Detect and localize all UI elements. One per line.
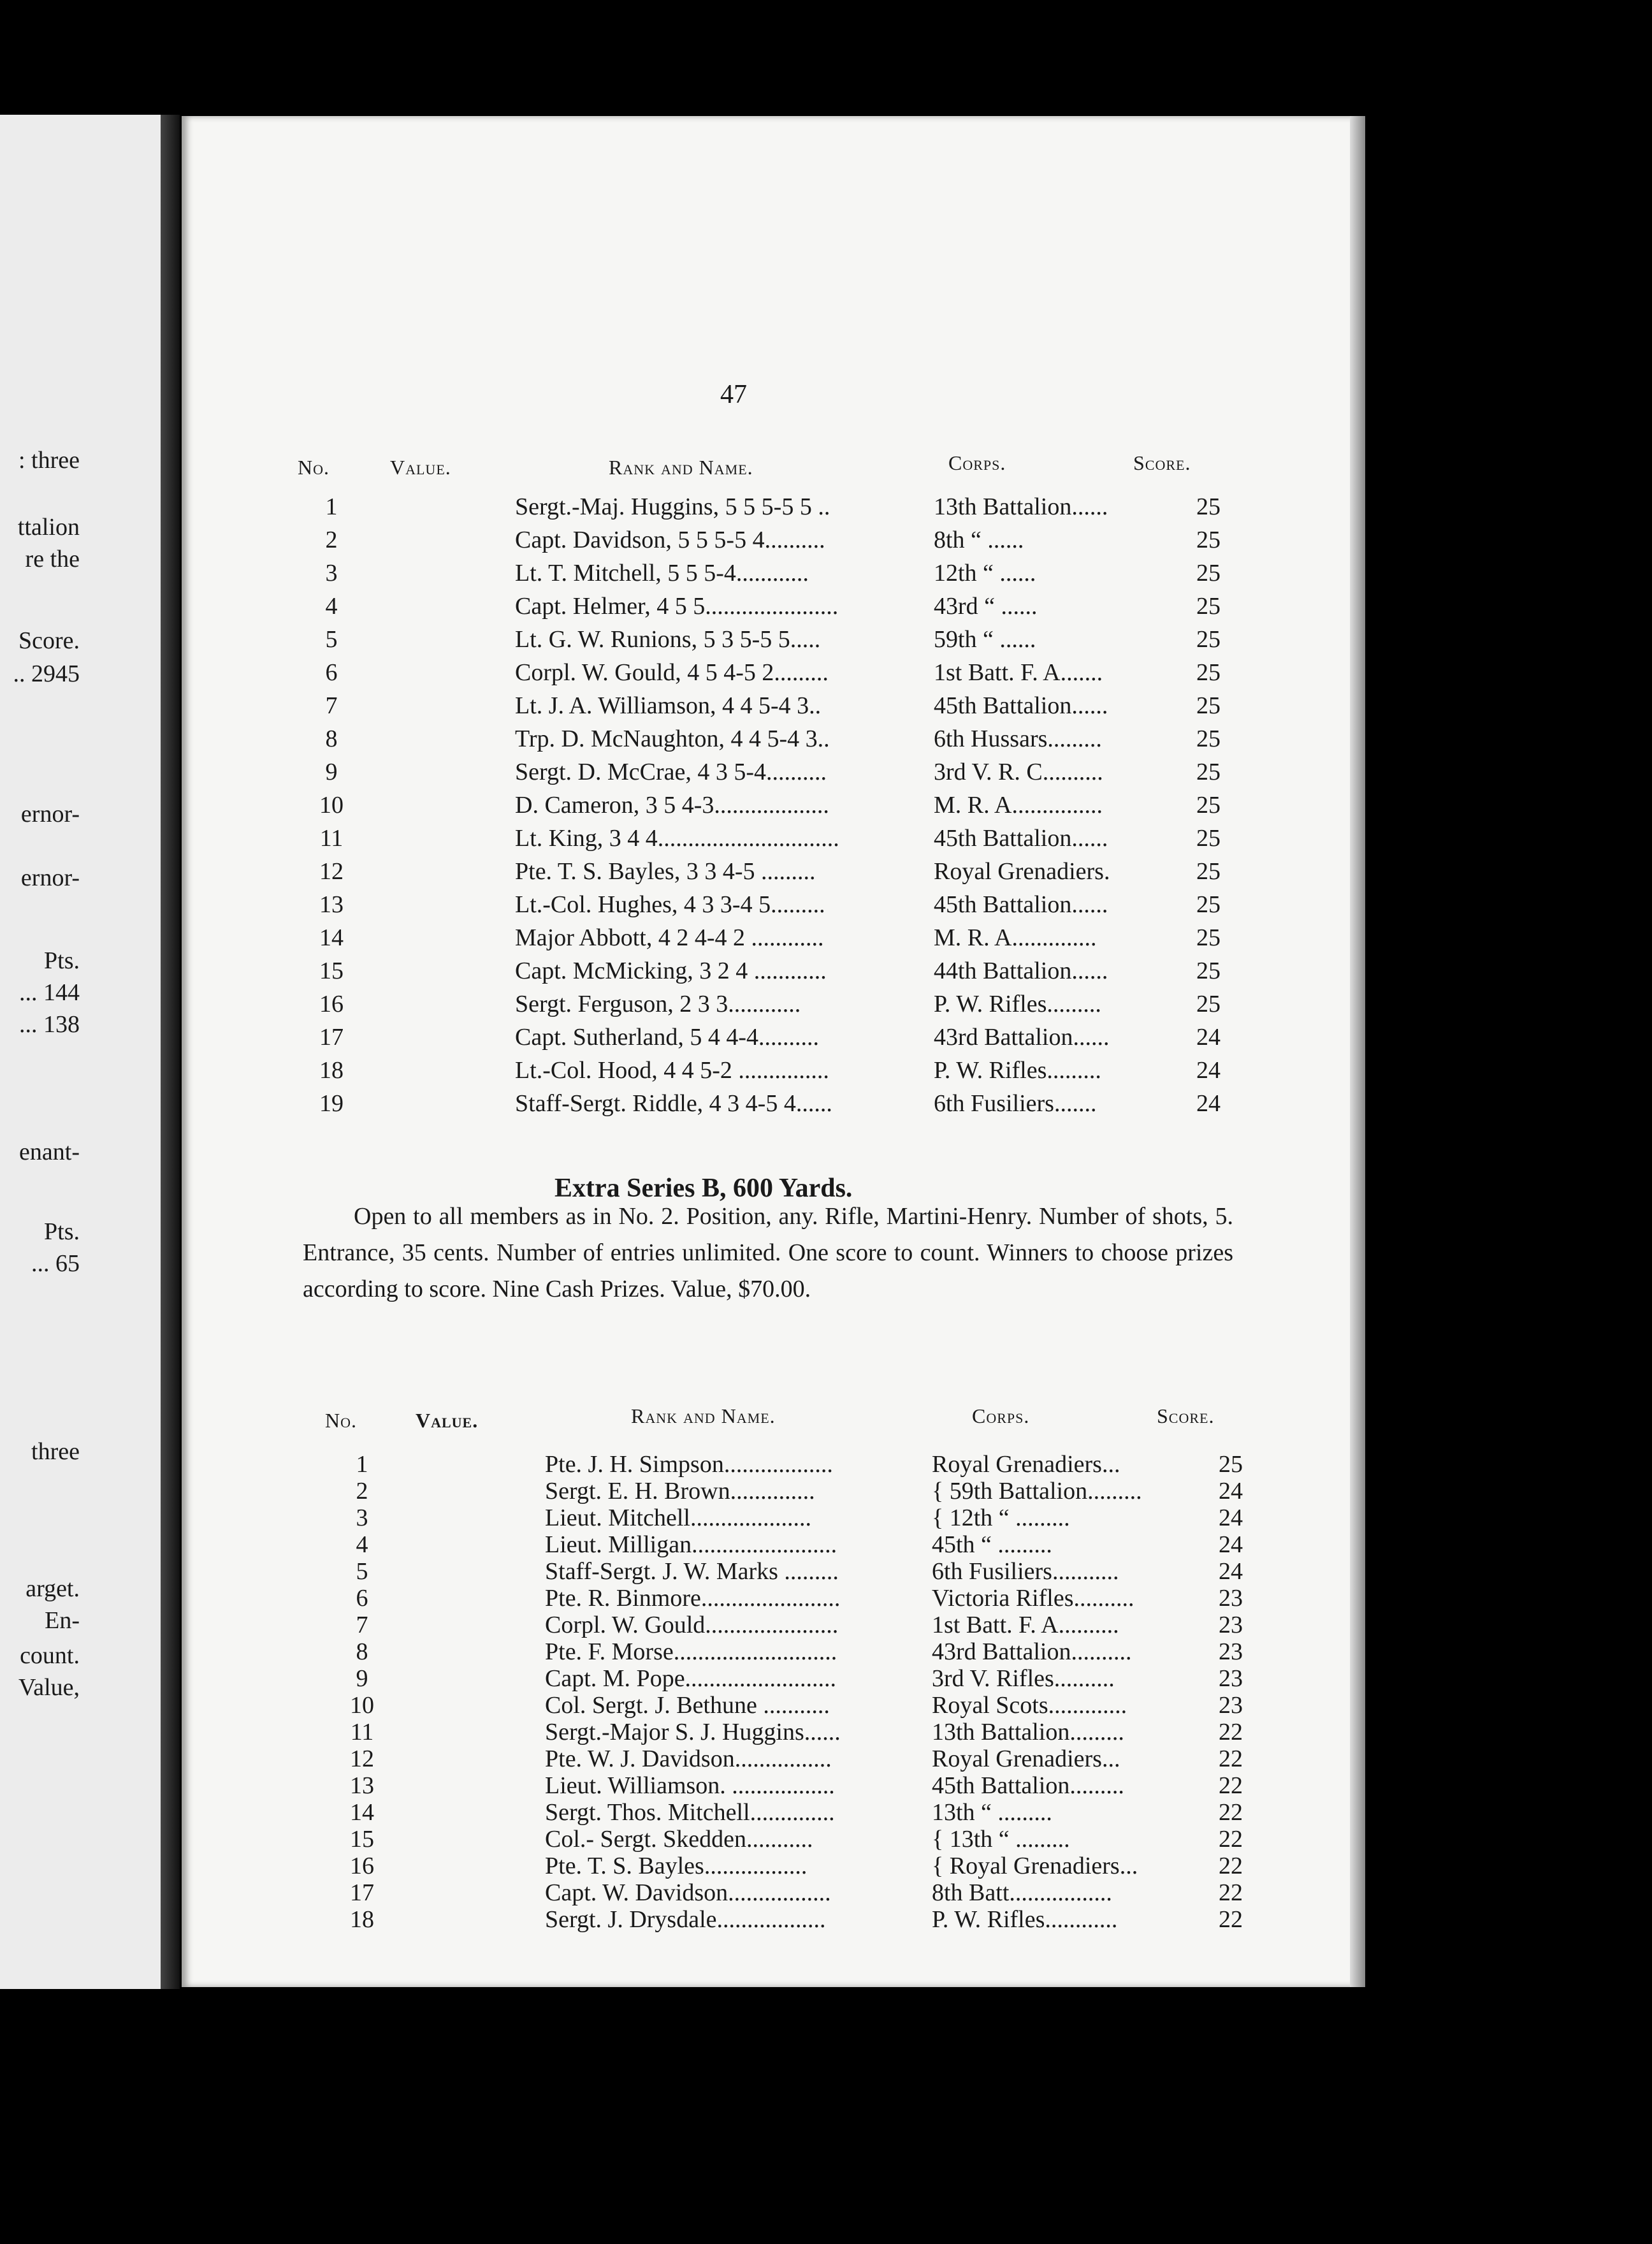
left-page-fragment: ... 138	[19, 1011, 80, 1038]
score: 25	[1196, 858, 1221, 885]
corps: 45th Battalion......	[934, 692, 1108, 719]
row-number: 1	[356, 1451, 368, 1478]
corps: { 59th Battalion.........	[932, 1478, 1142, 1504]
row-number: 14	[319, 924, 344, 951]
corps: 3rd V. Rifles..........	[932, 1665, 1115, 1692]
rank-and-name: Capt. McMicking, 3 2 4 ............	[515, 958, 827, 984]
left-page-fragment: ernor-	[20, 801, 80, 827]
score: 25	[1196, 991, 1221, 1017]
left-page-fragment: count.	[20, 1642, 80, 1669]
score: 25	[1196, 759, 1221, 785]
rank-and-name: Staff-Sergt. Riddle, 4 3 4-5 4......	[515, 1090, 832, 1117]
corps: P. W. Rifles.........	[934, 1057, 1101, 1084]
corps: P. W. Rifles............	[932, 1906, 1118, 1933]
score: 22	[1219, 1826, 1243, 1853]
table-row	[0, 692, 1275, 725]
corps: 6th Fusiliers.......	[934, 1090, 1097, 1117]
left-page-fragment: three	[31, 1438, 80, 1465]
row-number: 15	[350, 1826, 374, 1853]
table1-header-value: Value.	[390, 456, 451, 479]
row-number: 3	[356, 1504, 368, 1531]
score: 25	[1196, 958, 1221, 984]
table1-header-score: Score.	[1133, 451, 1191, 474]
score: 22	[1219, 1879, 1243, 1906]
score: 23	[1219, 1612, 1243, 1638]
row-number: 6	[356, 1585, 368, 1612]
corps: P. W. Rifles.........	[934, 991, 1101, 1017]
rank-and-name: Sergt. Thos. Mitchell..............	[545, 1799, 835, 1826]
score: 22	[1219, 1853, 1243, 1879]
table1-header-corps: Corps.	[948, 451, 1006, 474]
rank-and-name: D. Cameron, 3 5 4-3...................	[515, 792, 829, 819]
rank-and-name: Sergt.-Maj. Huggins, 5 5 5-5 5 ..	[515, 493, 830, 520]
table-row	[0, 758, 1275, 791]
table1-header-no: No.	[298, 456, 330, 479]
corps: 6th Fusiliers...........	[932, 1558, 1119, 1585]
score: 25	[1196, 493, 1221, 520]
table-row	[0, 1023, 1275, 1056]
rank-and-name: Capt. Davidson, 5 5 5-5 4..........	[515, 527, 825, 553]
corps: M. R. A..............	[934, 924, 1097, 951]
table2-header-value: Value.	[416, 1409, 479, 1432]
rank-and-name: Lt. J. A. Williamson, 4 4 5-4 3..	[515, 692, 822, 719]
table-row	[0, 725, 1275, 758]
left-page-fragment: : three	[18, 447, 80, 474]
corps: 13th “ .........	[932, 1799, 1052, 1826]
rank-and-name: Lieut. Williamson. .................	[545, 1772, 835, 1799]
rank-and-name: Pte. T. S. Bayles, 3 3 4-5 .........	[515, 858, 816, 885]
table-row	[0, 526, 1275, 559]
left-page-fragment: Score.	[18, 627, 80, 654]
score: 25	[1196, 527, 1221, 553]
rank-and-name: Sergt. E. H. Brown..............	[545, 1478, 815, 1504]
table2-header-corps: Corps.	[972, 1404, 1030, 1427]
score: 22	[1219, 1772, 1243, 1799]
corps: 45th Battalion......	[934, 825, 1108, 852]
row-number: 13	[319, 891, 344, 918]
table-row	[0, 891, 1275, 924]
rank-and-name: Lt. T. Mitchell, 5 5 5-4............	[515, 560, 809, 586]
row-number: 5	[325, 626, 338, 653]
row-number: 17	[350, 1879, 374, 1906]
corps: 59th “ ......	[934, 626, 1036, 653]
score: 25	[1196, 792, 1221, 819]
table2-header-score: Score.	[1157, 1404, 1215, 1427]
row-number: 17	[319, 1024, 344, 1051]
corps: 43rd Battalion..........	[932, 1638, 1132, 1665]
rank-and-name: Lt.-Col. Hood, 4 4 5-2 ...............	[515, 1057, 829, 1084]
rank-and-name: Lt.-Col. Hughes, 4 3 3-4 5.........	[515, 891, 825, 918]
row-number: 8	[356, 1638, 368, 1665]
corps: Royal Grenadiers...	[932, 1451, 1120, 1478]
rank-and-name: Lt. King, 3 4 4..............................	[515, 825, 839, 852]
row-number: 16	[319, 991, 344, 1017]
corps: 1st Batt. F. A.......	[934, 659, 1103, 686]
rank-and-name: Capt. Helmer, 4 5 5......................	[515, 593, 839, 620]
rank-and-name: Lieut. Milligan........................	[545, 1531, 837, 1558]
table-row	[0, 924, 1275, 957]
score: 25	[1196, 560, 1221, 586]
score: 24	[1219, 1504, 1243, 1531]
section-title: Extra Series B, 600 Yards.	[554, 1174, 853, 1203]
left-page-fragment: Pts.	[44, 947, 80, 974]
left-page-fragment: ... 144	[19, 979, 80, 1006]
score: 23	[1219, 1585, 1243, 1612]
left-page-fragment: ttalion	[17, 514, 80, 541]
table1-header-name: Rank and Name.	[609, 456, 753, 479]
table-row	[0, 559, 1275, 592]
row-number: 14	[350, 1799, 374, 1826]
row-number: 18	[350, 1906, 374, 1933]
rank-and-name: Sergt. D. McCrae, 4 3 5-4..........	[515, 759, 827, 785]
left-page-fragment: .. 2945	[13, 660, 80, 687]
left-page-fragment: En-	[45, 1607, 80, 1634]
rank-and-name: Sergt. J. Drysdale..................	[545, 1906, 826, 1933]
corps: 45th Battalion......	[934, 891, 1108, 918]
corps: 13th Battalion.........	[932, 1719, 1124, 1745]
rank-and-name: Pte. W. J. Davidson................	[545, 1745, 832, 1772]
rank-and-name: Lt. G. W. Runions, 5 3 5-5 5.....	[515, 626, 821, 653]
left-page-fragment: arget.	[25, 1575, 80, 1602]
score: 24	[1219, 1531, 1243, 1558]
rank-and-name: Lieut. Mitchell....................	[545, 1504, 811, 1531]
row-number: 10	[319, 792, 344, 819]
row-number: 6	[325, 659, 338, 686]
row-number: 9	[356, 1665, 368, 1692]
row-number: 1	[325, 493, 338, 520]
corps: Royal Grenadiers...	[932, 1745, 1120, 1772]
row-number: 2	[356, 1478, 368, 1504]
table-row	[0, 990, 1275, 1023]
corps: { 12th “ .........	[932, 1504, 1070, 1531]
rank-and-name: Sergt. Ferguson, 2 3 3............	[515, 991, 801, 1017]
corps: Victoria Rifles..........	[932, 1585, 1134, 1612]
page-number: 47	[720, 380, 747, 409]
row-number: 11	[319, 825, 344, 852]
score: 25	[1196, 626, 1221, 653]
corps: 45th “ .........	[932, 1531, 1052, 1558]
corps: { 13th “ .........	[932, 1826, 1070, 1853]
rank-and-name: Col. Sergt. J. Bethune ...........	[545, 1692, 830, 1719]
score: 25	[1196, 692, 1221, 719]
rank-and-name: Major Abbott, 4 2 4-4 2 ............	[515, 924, 824, 951]
row-number: 18	[319, 1057, 344, 1084]
score: 22	[1219, 1745, 1243, 1772]
score: 24	[1219, 1478, 1243, 1504]
corps: 44th Battalion......	[934, 958, 1108, 984]
score: 22	[1219, 1906, 1243, 1933]
score: 23	[1219, 1665, 1243, 1692]
row-number: 4	[325, 593, 338, 620]
score: 25	[1196, 924, 1221, 951]
score: 22	[1219, 1719, 1243, 1745]
table-row	[0, 824, 1275, 857]
table-row	[0, 592, 1275, 625]
table-row	[0, 493, 1275, 526]
score: 24	[1196, 1057, 1221, 1084]
row-number: 11	[350, 1719, 374, 1745]
score: 25	[1196, 825, 1221, 852]
row-number: 10	[350, 1692, 374, 1719]
row-number: 7	[325, 692, 338, 719]
row-number: 7	[356, 1612, 368, 1638]
score: 25	[1219, 1451, 1243, 1478]
table2-header-name: Rank and Name.	[631, 1404, 776, 1427]
row-number: 8	[325, 725, 338, 752]
score: 25	[1196, 593, 1221, 620]
rank-and-name: Corpl. W. Gould......................	[545, 1612, 839, 1638]
rank-and-name: Sergt.-Major S. J. Huggins......	[545, 1719, 841, 1745]
rank-and-name: Pte. F. Morse...........................	[545, 1638, 837, 1665]
row-number: 13	[350, 1772, 374, 1799]
row-number: 4	[356, 1531, 368, 1558]
row-number: 19	[319, 1090, 344, 1117]
rank-and-name: Pte. J. H. Simpson..................	[545, 1451, 833, 1478]
left-page-fragment: ernor-	[20, 864, 80, 891]
rank-and-name: Capt. M. Pope.........................	[545, 1665, 837, 1692]
corps: 8th Batt.................	[932, 1879, 1112, 1906]
corps: Royal Grenadiers.	[934, 858, 1110, 885]
table-row	[0, 1056, 1275, 1089]
table-row	[0, 857, 1275, 891]
corps: 45th Battalion.........	[932, 1772, 1124, 1799]
table2-header-no: No.	[325, 1409, 357, 1432]
left-page-fragment: Pts.	[44, 1218, 80, 1245]
corps: 43rd “ ......	[934, 593, 1038, 620]
corps: 6th Hussars.........	[934, 725, 1102, 752]
rank-and-name: Pte. R. Binmore.......................	[545, 1585, 841, 1612]
score: 22	[1219, 1799, 1243, 1826]
left-page-fragment: enant-	[19, 1139, 80, 1165]
left-page-fragment: Value,	[18, 1674, 80, 1701]
row-number: 5	[356, 1558, 368, 1585]
corps: M. R. A...............	[934, 792, 1103, 819]
table-row	[0, 1089, 1275, 1123]
corps: 12th “ ......	[934, 560, 1036, 586]
score: 25	[1196, 659, 1221, 686]
page-edge	[1350, 116, 1365, 1987]
row-number: 2	[325, 527, 338, 553]
score: 23	[1219, 1692, 1243, 1719]
corps: 43rd Battalion......	[934, 1024, 1110, 1051]
corps: 1st Batt. F. A..........	[932, 1612, 1119, 1638]
table-row	[0, 1905, 1275, 1939]
score: 23	[1219, 1638, 1243, 1665]
table-row	[0, 625, 1275, 659]
left-page-fragment: re the	[25, 546, 80, 572]
row-number: 12	[319, 858, 344, 885]
table-row	[0, 659, 1275, 692]
corps: 13th Battalion......	[934, 493, 1108, 520]
rank-and-name: Col.- Sergt. Skedden...........	[545, 1826, 813, 1853]
row-number: 9	[325, 759, 338, 785]
table-row	[0, 957, 1275, 990]
corps: 8th “ ......	[934, 527, 1024, 553]
section-description	[303, 1198, 1233, 1308]
corps: 3rd V. R. C..........	[934, 759, 1103, 785]
rank-and-name: Capt. W. Davidson.................	[545, 1879, 831, 1906]
rank-and-name: Trp. D. McNaughton, 4 4 5-4 3..	[515, 725, 830, 752]
score: 24	[1196, 1024, 1221, 1051]
corps: { Royal Grenadiers...	[932, 1853, 1138, 1879]
left-page-fragment: ... 65	[31, 1250, 80, 1277]
table-row	[0, 791, 1275, 824]
rank-and-name: Capt. Sutherland, 5 4 4-4..........	[515, 1024, 820, 1051]
score: 25	[1196, 891, 1221, 918]
score: 25	[1196, 725, 1221, 752]
row-number: 3	[325, 560, 338, 586]
score: 24	[1196, 1090, 1221, 1117]
section-description-text: Open to all members as in No. 2. Position, any. Rifle, Martini-Henry. Number of shots, 5. Entrance, 35 cents. Number of entries unlimited. One score to count. Winners to choose prizes according to score. Nine Cash Prizes. Value, $70.00.	[303, 1203, 1233, 1302]
rank-and-name: Staff-Sergt. J. W. Marks .........	[545, 1558, 839, 1585]
row-number: 12	[350, 1745, 374, 1772]
corps: Royal Scots.............	[932, 1692, 1127, 1719]
score: 24	[1219, 1558, 1243, 1585]
row-number: 16	[350, 1853, 374, 1879]
rank-and-name: Pte. T. S. Bayles.................	[545, 1853, 808, 1879]
rank-and-name: Corpl. W. Gould, 4 5 4-5 2.........	[515, 659, 829, 686]
row-number: 15	[319, 958, 344, 984]
